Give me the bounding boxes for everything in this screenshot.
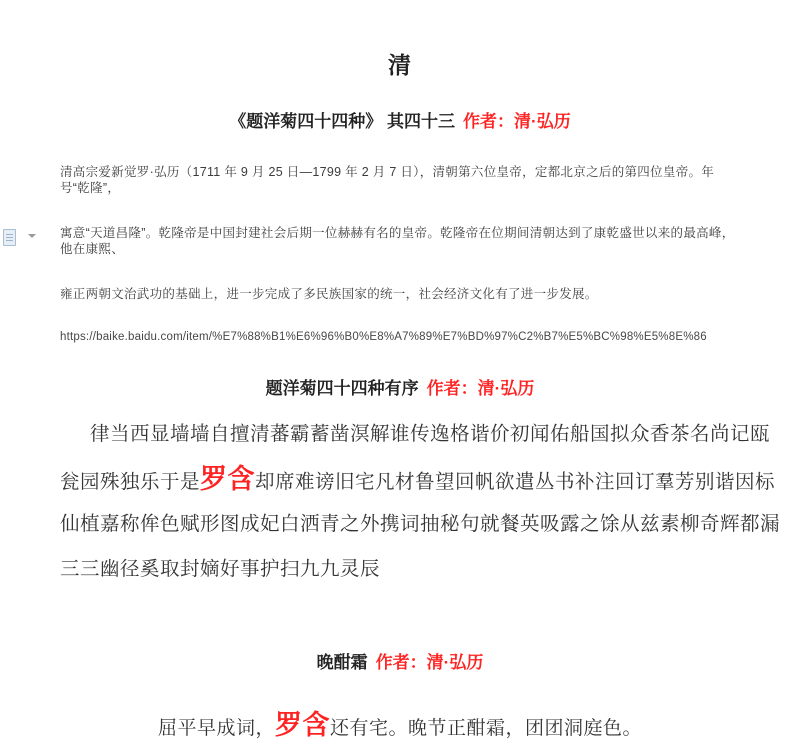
poem-line xyxy=(60,547,740,592)
bio-line: 寓意“天道昌隆”。乾隆帝是中国封建社会后期一位赫赫有名的皇帝。乾隆帝在位期间清朝达到了康乾盛世以来的最高峰，他在康熙、 xyxy=(60,226,735,256)
poem-line xyxy=(60,457,776,502)
poem-text: 仙植嘉称侔色赋形图成妃白洒青之外携词抽秘句就餐英吸露之馀从兹素柳奇辉都漏 xyxy=(60,513,781,535)
author-label: 作者：清·弘历 xyxy=(375,653,484,672)
poem-text: 却席难谤旧宅凡材鲁望回帆欲遣丛书补注回订羣芳别谐因标 xyxy=(255,471,776,493)
poem-line xyxy=(60,412,771,457)
quote-text: 屈平早成词， xyxy=(157,718,275,739)
poem-title: 晚酣霜 xyxy=(316,653,368,672)
poem-text: 律当西显墙墙自擅清蕃霸蓄凿溟解谁传逸格谐价初闻佑船国拟众香茶名尚记瓯 xyxy=(90,423,771,445)
poem-group-title: 《题洋菊四十四种》 其四十三 xyxy=(229,112,456,131)
highlight-term: 罗含 xyxy=(275,710,330,740)
poem-text: 三三幽径奚取封嫡好事护扫九九灵辰 xyxy=(60,558,381,580)
poem-heading xyxy=(60,648,740,673)
preface-poem xyxy=(60,412,781,592)
page-title: 清 xyxy=(388,52,412,78)
document-body xyxy=(0,47,800,742)
document-page-icon[interactable] xyxy=(3,229,16,246)
poem-quote xyxy=(60,703,740,742)
emperor-bio xyxy=(60,164,740,302)
poem-group-heading xyxy=(60,107,740,132)
preface-heading xyxy=(60,374,740,399)
preface-title: 题洋菊四十四种有序 xyxy=(265,379,419,398)
source-link[interactable]: https://baike.baidu.com/item/%E7%88%B1%E6%96%B0%E8%A7%89%E7%BD%97%C2%B7%E5%BC%98%E5%8E%86 xyxy=(60,331,707,343)
chevron-down-icon[interactable] xyxy=(28,234,36,238)
author-label: 作者：清·弘历 xyxy=(426,379,535,398)
bio-line: 雍正两朝文治武功的基础上，进一步完成了多民族国家的统一，社会经济文化有了进一步发展。 xyxy=(60,287,598,301)
quote-text: 还有宅。晚节正酣霜，团团洞庭色。 xyxy=(330,718,643,739)
poem-text: 瓮园殊独乐于是 xyxy=(60,471,201,493)
paste-options-widget[interactable] xyxy=(3,229,36,246)
author-label: 作者：清·弘历 xyxy=(463,112,571,131)
poem-line xyxy=(60,502,781,547)
bio-line: 清高宗爱新觉罗·弘历（1711 年 9 月 25 日—1799 年 2 月 7 日），清朝第六位皇帝，定都北京之后的第四位皇帝。年号“乾隆”， xyxy=(60,165,715,195)
highlight-term: 罗含 xyxy=(200,464,256,494)
